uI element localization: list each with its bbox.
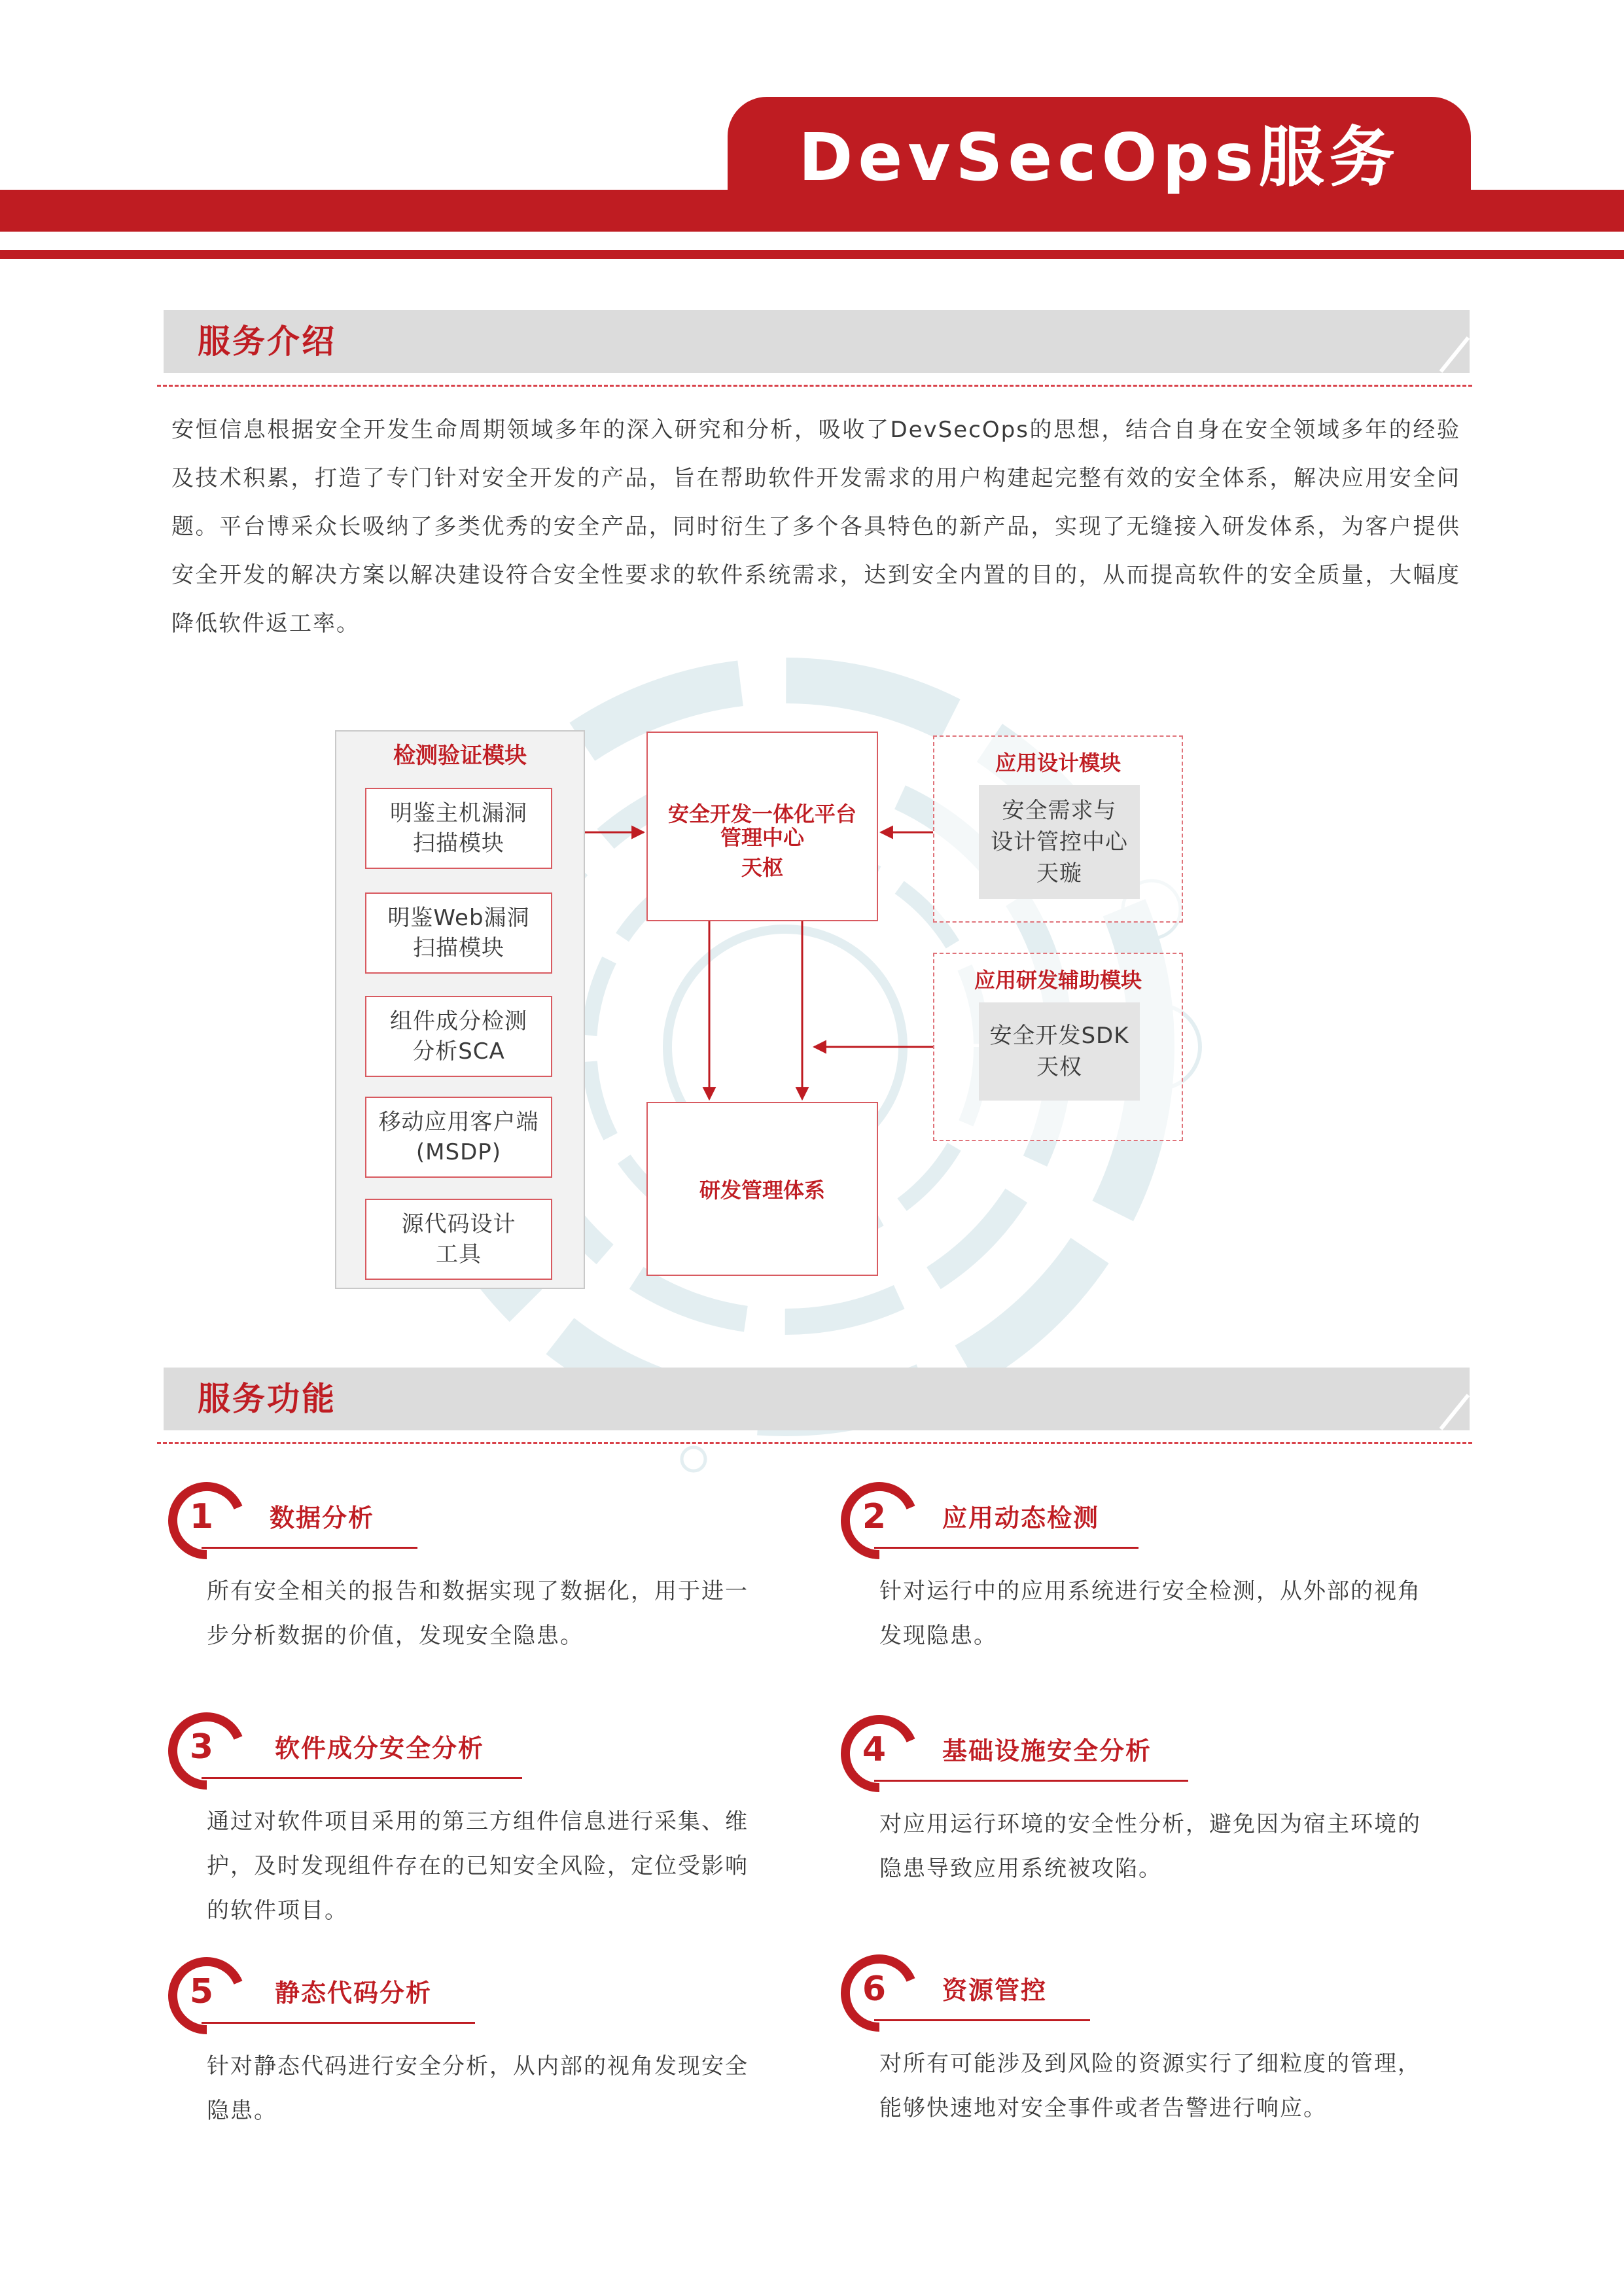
- feature-number: 4: [862, 1730, 887, 1769]
- feature-description: 通过对软件项目采用的第三方组件信息进行采集、维护，及时发现组件存在的已知安全风险，定位受影响的软件项目。: [207, 1809, 749, 1924]
- app-design-module-title: 应用设计模块: [995, 751, 1121, 775]
- feature-title: 数据分析: [270, 1504, 375, 1532]
- page-title: DevSecOps服务: [798, 119, 1400, 196]
- module-web-vuln-scan: 明鉴Web漏洞 扫描模块: [365, 892, 552, 974]
- module-host-vuln-scan: 明鉴主机漏洞 扫描模块: [365, 788, 552, 869]
- section-title-features: 服务功能: [198, 1380, 336, 1418]
- management-center-subtitle: 天枢: [741, 855, 783, 880]
- feature-underline: [202, 1547, 417, 1549]
- module-source-code-tool: 源代码设计 工具: [365, 1199, 552, 1280]
- feature-description: 针对运行中的应用系统进行安全检测，从外部的视角发现隐患。: [879, 1578, 1421, 1649]
- corner-slash-icon: [1430, 1368, 1470, 1430]
- feature-description: 对应用运行环境的安全性分析，避免因为宿主环境的隐患导致应用系统被攻陷。: [879, 1811, 1421, 1882]
- feature-title: 静态代码分析: [275, 1979, 432, 2007]
- app-dev-assist-module-content: 安全开发SDK 天权: [979, 1002, 1140, 1101]
- module-sca: 组件成分检测 分析SCA: [365, 996, 552, 1077]
- feature-underline: [874, 1547, 1139, 1549]
- feature-title: 软件成分安全分析: [275, 1734, 485, 1763]
- app-dev-assist-module-title: 应用研发辅助模块: [974, 968, 1142, 993]
- feature-description: 对所有可能涉及到风险的资源实行了细粒度的管理，能够快速地对安全事件或者告警进行响应。: [879, 2051, 1421, 2121]
- feature-title: 基础设施安全分析: [942, 1737, 1152, 1765]
- feature-underline: [874, 1780, 1188, 1782]
- detection-module-title: 检测验证模块: [393, 743, 527, 769]
- feature-number: 6: [862, 1969, 887, 2009]
- app-design-module-content: 安全需求与 设计管控中心 天璇: [979, 785, 1140, 899]
- section-title-intro: 服务介绍: [198, 323, 336, 361]
- management-center-box: [646, 732, 878, 921]
- feature-number: 5: [189, 1972, 214, 2011]
- feature-number: 3: [189, 1727, 214, 1767]
- feature-underline: [202, 2022, 475, 2024]
- feature-title: 应用动态检测: [942, 1504, 1100, 1532]
- detection-module-panel: [335, 730, 585, 1289]
- management-center-title: 安全开发一体化平台 管理中心: [667, 802, 856, 850]
- feature-description: 针对静态代码进行安全分析，从内部的视角发现安全隐患。: [207, 2053, 749, 2124]
- feature-number: 1: [189, 1497, 214, 1536]
- feature-number: 2: [862, 1497, 887, 1536]
- intro-paragraph: 安恒信息根据安全开发生命周期领域多年的深入研究和分析，吸收了DevSecOps的思想，结合自身在安全领域多年的经验及技术积累，打造了专门针对安全开发的产品，旨在帮助软件开发需求的用户构建起完整有效的安全体系，解决应用安全问题。平台博采众长吸纳了多类优秀的安全产品，同时衍生了多个各具特色的新产品，实现了无缝接入研发体系，为客户提供安全开发的解决方案以解决建设符合安全性要求的软件系统需求，达到安全内置的目的，从而提高软件的安全质量，大幅度降低软件返工率。: [171, 417, 1460, 637]
- module-msdp: 移动应用客户端 (MSDP): [365, 1097, 552, 1178]
- rd-management-box: [646, 1102, 878, 1276]
- rd-management-title: 研发管理体系: [699, 1178, 825, 1203]
- section-divider: [157, 1442, 1472, 1444]
- feature-title: 资源管控: [942, 1976, 1048, 2005]
- feature-underline: [202, 1777, 522, 1779]
- section-bar-features: [164, 1368, 1470, 1430]
- feature-underline: [874, 2019, 1090, 2021]
- app-dev-assist-module-box: [933, 953, 1183, 1141]
- app-design-module-box: [933, 735, 1183, 923]
- feature-description: 所有安全相关的报告和数据实现了数据化，用于进一步分析数据的价值，发现安全隐患。: [207, 1578, 749, 1649]
